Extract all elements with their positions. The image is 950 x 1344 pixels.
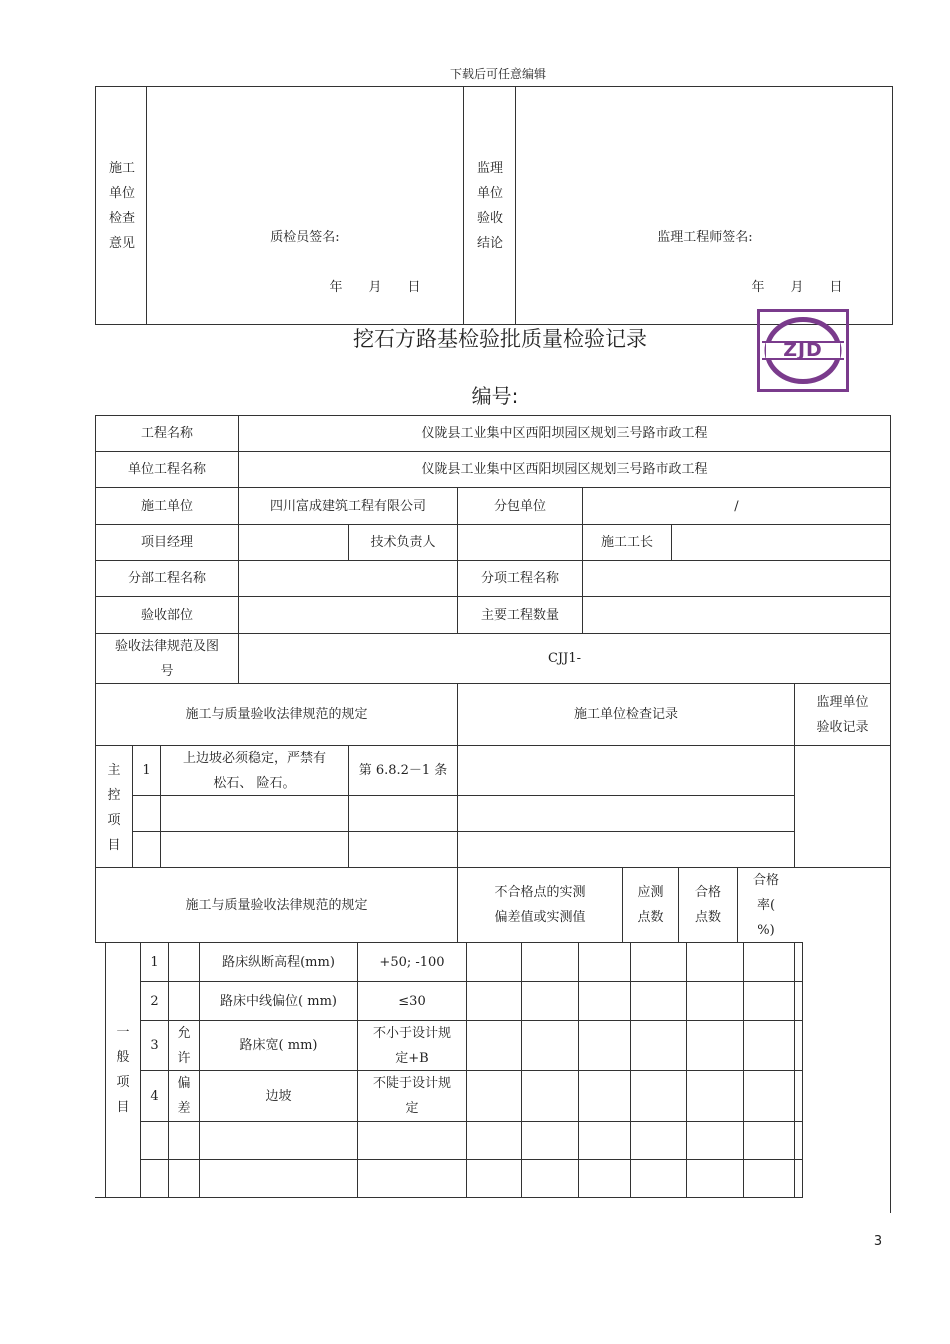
- page-title: 挖石方路基检验批质量检验记录: [353, 327, 647, 351]
- general-item-name: 路床纵断高程(mm): [222, 954, 335, 970]
- supervisor-record-header: 监理单位 验收记录: [816, 694, 869, 735]
- page-number: 3: [873, 1234, 883, 1249]
- contractor-opinion-label: 施工 单位 检查 意见: [108, 161, 135, 251]
- general-item-name: 路床宽( mm): [239, 1038, 318, 1053]
- division-label: 分部工程名称: [127, 571, 206, 586]
- tolerance-label: 允 许 偏 差: [177, 1026, 191, 1116]
- inspector-signature-label: 质检员签名:: [270, 230, 340, 245]
- supervisor-date: 年 月 日: [751, 280, 843, 295]
- general-item-no: 1: [150, 954, 159, 970]
- acceptance-part-label: 验收部位: [140, 607, 193, 623]
- standard-label: 验收法律规范及图 号: [114, 638, 219, 679]
- subcontractor-value: /: [734, 498, 739, 514]
- tech-lead-label: 技术负责人: [370, 535, 436, 550]
- pass-points-header: 合格 点数: [694, 885, 721, 925]
- general-item-no: 3: [150, 1038, 159, 1053]
- subcontractor-label: 分包单位: [493, 498, 546, 514]
- general-item-no: 2: [150, 993, 159, 1009]
- general-item-no: 4: [150, 1088, 159, 1104]
- pass-rate-header: 合格 率( %): [752, 872, 779, 938]
- foreman-label: 施工工长: [600, 535, 653, 550]
- general-rule-header: 施工与质量验收法律规范的规定: [185, 897, 368, 913]
- main-item-desc: 上边坡必须稳定，严禁有 松石、 险石。: [182, 750, 326, 791]
- general-items-side-label: 一 般 项 目: [116, 1025, 130, 1115]
- general-item-value: 不小于设计规 定+B: [372, 1025, 451, 1066]
- project-manager-label: 项目经理: [140, 535, 193, 550]
- points-header: 应测 点数: [637, 885, 664, 925]
- number-label: 编号:: [471, 384, 519, 408]
- main-item-no: 1: [142, 763, 151, 778]
- project-name-value: 仪陇县工业集中区西阳坝园区规划三号路市政工程: [421, 426, 708, 441]
- unit-project-value: 仪陇县工业集中区西阳坝园区规划三号路市政工程: [421, 462, 708, 477]
- main-control-side-label: 主 控 项 目: [107, 763, 121, 853]
- main-check-header: 施工单位检查记录: [573, 707, 678, 722]
- general-item-value: ≤30: [398, 993, 426, 1009]
- contractor-value: 四川富成建筑工程有限公司: [269, 498, 426, 514]
- engineer-signature-label: 监理工程师签名:: [657, 230, 753, 245]
- subitem-label: 分项工程名称: [480, 571, 559, 586]
- general-item-value: 不陡于设计规 定: [372, 1076, 451, 1116]
- main-rule-header: 施工与质量验收法律规范的规定: [185, 707, 368, 722]
- project-name-label: 工程名称: [140, 426, 193, 441]
- company-logo: [757, 309, 849, 392]
- general-item-value: +50; -100: [379, 954, 445, 970]
- header-note: 下载后可任意编辑: [449, 67, 546, 81]
- general-item-name: 路床中线偏位( mm): [220, 993, 337, 1009]
- deviation-header: 不合格点的实测 偏差值或实测值: [494, 885, 586, 925]
- contractor-date: 年 月 日: [329, 280, 421, 295]
- unit-project-label: 单位工程名称: [127, 462, 206, 477]
- general-item-name: 边坡: [265, 1088, 292, 1104]
- main-item-clause: 第 6.8.2－1 条: [358, 763, 448, 778]
- supervisor-conclusion-label: 监理 单位 验收 结论: [476, 161, 503, 251]
- contractor-label: 施工单位: [140, 498, 193, 514]
- main-quantity-label: 主要工程数量: [480, 607, 559, 623]
- standard-value: CJJ1-: [547, 651, 582, 666]
- logo-text: ZJD: [783, 339, 823, 361]
